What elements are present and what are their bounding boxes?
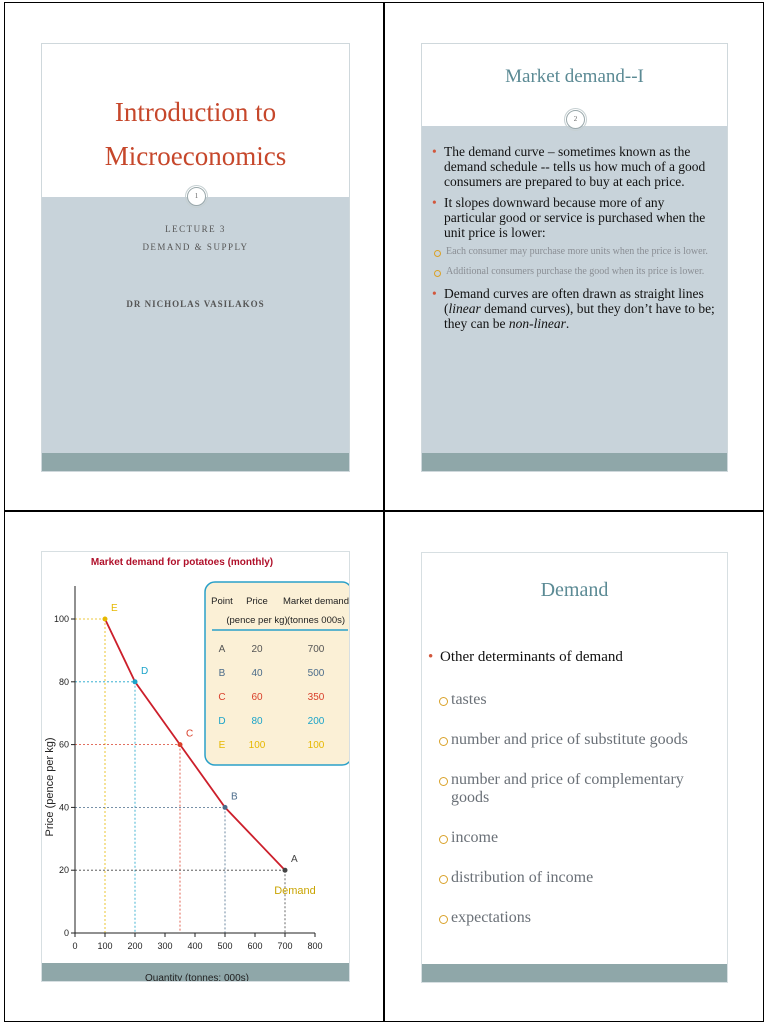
slide-title — [41, 43, 350, 472]
slide-heading: Demand — [540, 579, 609, 601]
determinant-item: expectations — [439, 909, 723, 927]
x-tick-label: 700 — [277, 941, 293, 951]
y-tick-label: 100 — [53, 614, 69, 624]
table-cell-price: 20 — [251, 644, 263, 655]
title-line-1: Introduction to — [114, 97, 277, 127]
table-cell-point: E — [218, 740, 226, 751]
topic-label: DEMAND & SUPPLY — [142, 242, 249, 252]
point-label-a: A — [291, 854, 298, 866]
curve-label: Demand — [274, 885, 316, 897]
data-point-d — [133, 679, 138, 684]
table-cell-price: 100 — [248, 740, 266, 751]
slide-heading: Market demand--I — [505, 66, 644, 87]
x-tick-label: 600 — [247, 941, 263, 951]
data-point-b — [223, 805, 228, 810]
page-cell-2 — [384, 2, 764, 511]
page-cell-3 — [4, 511, 384, 1022]
table-cell-point: B — [218, 668, 226, 679]
bullet-list — [428, 144, 715, 331]
slide-demand — [421, 552, 728, 983]
determinant-item: distribution of income — [439, 869, 723, 887]
table-cell-demand: 500 — [307, 668, 325, 679]
table-cell-demand: 200 — [307, 716, 325, 727]
table-header: Point — [211, 596, 233, 607]
slide-title-heading — [42, 90, 349, 178]
chart-title: Market demand for potatoes (monthly) — [90, 557, 274, 568]
title-line-2: Microeconomics — [104, 141, 287, 171]
bullet-item: • It slopes downward because more of any particular good or service is purchased when the unit price is lower: — [428, 195, 715, 240]
point-label-c: C — [186, 728, 194, 740]
y-tick-label: 20 — [58, 865, 69, 876]
y-axis-label: Price (pence per kg) — [44, 737, 56, 837]
table-cell-demand: 700 — [307, 644, 325, 655]
determinants-list — [439, 691, 723, 949]
main-bullet: • Other determinants of demand — [428, 649, 623, 665]
lecture-label: LECTURE 3 — [165, 224, 226, 234]
table-cell-price: 40 — [251, 668, 263, 679]
bullet-item: • The demand curve – sometimes known as the demand schedule -- tells us how much of a good consumers are prepared to buy at each price. — [428, 144, 715, 189]
slide-number-badge: 1 — [187, 187, 206, 206]
x-tick-label: 500 — [217, 941, 233, 951]
x-tick-label: 300 — [157, 941, 173, 951]
x-tick-label: 800 — [307, 941, 323, 951]
x-tick-label: 0 — [72, 941, 78, 951]
demand-chart — [42, 552, 350, 982]
point-label-d: D — [141, 665, 149, 677]
slide-number-badge: 2 — [566, 110, 585, 129]
table-cell-price: 80 — [251, 716, 263, 727]
y-tick-label: 0 — [63, 928, 69, 938]
x-axis-label: Quantity (tonnes: 000s) — [145, 973, 249, 983]
point-label-b: B — [231, 791, 238, 803]
slide-chart — [41, 551, 350, 982]
x-tick-label: 200 — [127, 941, 143, 951]
page-cell-1 — [4, 2, 384, 511]
slide-market-demand — [421, 43, 728, 472]
data-point-c — [178, 742, 183, 747]
table-box — [205, 582, 350, 765]
determinant-item: tastes — [439, 691, 723, 709]
table-header: Price — [246, 596, 268, 607]
x-tick-label: 400 — [187, 941, 203, 951]
y-tick-label: 60 — [58, 739, 69, 750]
data-point-a — [283, 868, 288, 873]
bullet-item: • Demand curves are often drawn as straight lines (linear demand curves), but they don’t have to be; they can be non-linear. — [428, 286, 715, 331]
table-cell-point: C — [218, 692, 226, 703]
y-tick-label: 80 — [58, 676, 69, 687]
table-cell-price: 60 — [251, 692, 263, 703]
page-cell-4 — [384, 511, 764, 1022]
determinant-item: income — [439, 829, 723, 847]
table-cell-demand: 350 — [307, 692, 325, 703]
table-cell-point: D — [218, 716, 226, 727]
data-point-e — [103, 617, 108, 622]
sub-bullet-item: Additional consumers purchase the good when its price is lower. — [432, 266, 715, 278]
determinant-item: number and price of substitute goods — [439, 731, 723, 749]
y-tick-label: 40 — [58, 802, 69, 813]
author-label: DR NICHOLAS VASILAKOS — [126, 299, 265, 309]
table-subheader: (tonnes 000s) — [286, 615, 346, 626]
determinant-item: number and price of complementary goods — [439, 771, 723, 807]
x-tick-label: 100 — [97, 941, 113, 951]
point-label-e: E — [111, 603, 118, 614]
table-cell-demand: 100 — [307, 740, 325, 751]
table-cell-point: A — [218, 644, 226, 655]
table-subheader: (pence per kg) — [226, 615, 288, 626]
table-header: Market demand — [282, 596, 350, 607]
sub-bullet-item: Each consumer may purchase more units when the price is lower. — [432, 246, 715, 258]
